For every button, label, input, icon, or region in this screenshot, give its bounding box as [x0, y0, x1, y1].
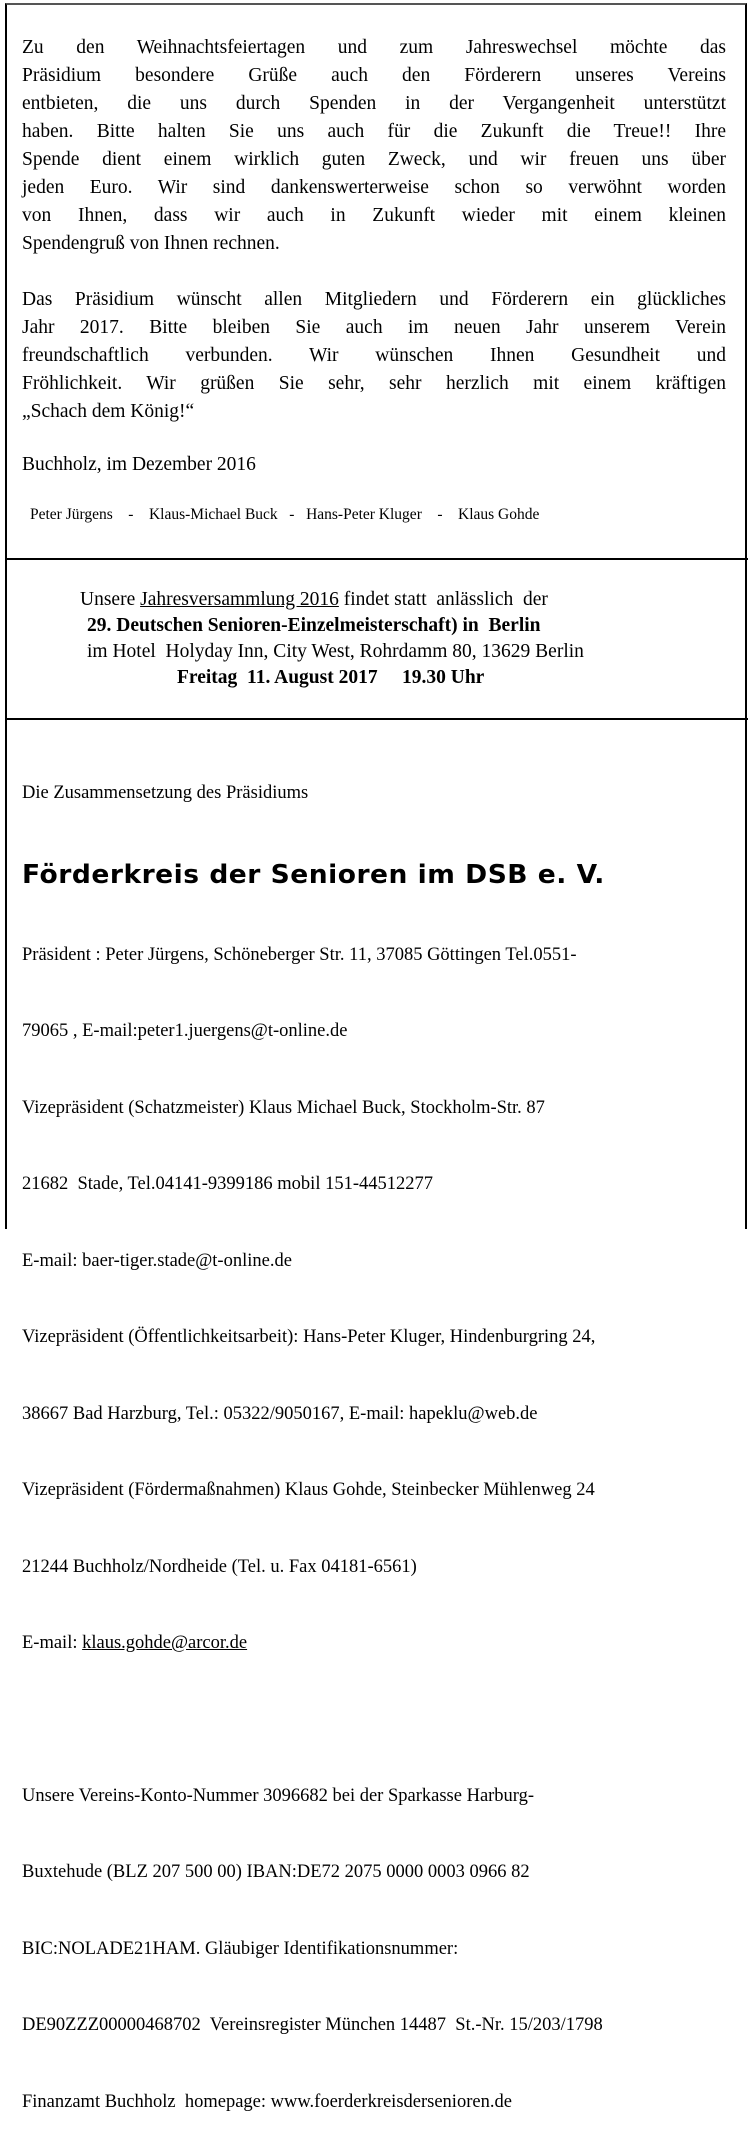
text-line: freundschaftlich verbunden. Wir wünschen Ihnen Gesundheit und — [22, 345, 726, 366]
section-divider — [7, 718, 748, 720]
greeting-paragraph-2 — [22, 286, 726, 426]
section-divider — [7, 558, 748, 560]
bank-line: Unsere Vereins-Konto-Nummer 3096682 bei der Sparkasse Harburg- — [22, 1785, 535, 1806]
board-line: 38667 Bad Harzburg, Tel.: 05322/9050167, E-mail: hapeklu@web.de — [22, 1403, 538, 1424]
board-section — [22, 730, 603, 2141]
meeting-event: 29. Deutschen Senioren-Einzelmeisterschaft) in Berlin — [87, 615, 541, 636]
text-line: Zu den Weihnachtsfeiertagen und zum Jahreswechsel möchte das — [22, 37, 726, 58]
board-intro: Die Zusammensetzung des Präsidiums — [22, 783, 309, 803]
board-line: Vizepräsident (Fördermaßnahmen) Klaus Gohde, Steinbecker Mühlenweg 24 — [22, 1480, 595, 1500]
board-line: Vizepräsident (Schatzmeister) Klaus Michael Buck, Stockholm-Str. 87 — [22, 1097, 545, 1118]
text-line: Präsidium besondere Grüße auch den Förderern unseres Vereins — [22, 65, 726, 86]
spacer — [22, 1708, 603, 1733]
place-date: Buchholz, im Dezember 2016 — [22, 454, 256, 475]
text-line: Jahr 2017. Bitte bleiben Sie auch im neuen Jahr unserem Verein — [22, 317, 726, 338]
board-line: 21682 Stade, Tel.04141-9399186 mobil 151-44512277 — [22, 1174, 433, 1194]
board-line: 21244 Buchholz/Nordheide (Tel. u. Fax 04181-6561) — [22, 1556, 417, 1577]
email-link[interactable]: klaus.gohde@arcor.de — [82, 1633, 248, 1653]
greeting-paragraph-1 — [22, 34, 726, 258]
board-line: Präsident : Peter Jürgens, Schöneberger Str. 11, 37085 Göttingen Tel.0551- — [22, 944, 577, 965]
meeting-highlight: Jahresversammlung 2016 — [140, 589, 339, 610]
meeting-text: Unsere — [80, 589, 141, 610]
board-line: 79065 , E-mail:peter1.juergens@t-online.de — [22, 1021, 348, 1041]
board-line: Vizepräsident (Öffentlichkeitsarbeit): Hans-Peter Kluger, Hindenburgring 24, — [22, 1327, 596, 1347]
meeting-line-1 — [80, 587, 548, 613]
meeting-venue: im Hotel Holyday Inn, City West, Rohrdamm 80, 13629 Berlin — [87, 641, 584, 662]
bank-line: DE90ZZZ00000468702 Vereinsregister München 14487 St.-Nr. 15/203/1798 — [22, 2015, 603, 2035]
text-line: von Ihnen, dass wir auch in Zukunft wieder mit einem kleinen — [22, 205, 726, 226]
board-line: E-mail: baer-tiger.stade@t-online.de — [22, 1250, 292, 1271]
bank-line: Buxtehude (BLZ 207 500 00) IBAN:DE72 2075 0000 0003 0966 82 — [22, 1862, 530, 1882]
text-line: Spende dient einem wirklich guten Zweck, und wir freuen uns über — [22, 149, 726, 170]
email-label: E-mail: — [22, 1633, 83, 1653]
email-line — [22, 1631, 603, 1657]
bank-line: BIC:NOLADE21HAM. Gläubiger Identifikationsnummer: — [22, 1938, 459, 1959]
meeting-datetime: Freitag 11. August 2017 19.30 Uhr — [177, 667, 485, 688]
text-line: „Schach dem König!“ — [22, 401, 195, 422]
org-name: Förderkreis der Senioren im DSB e. V. — [22, 859, 605, 890]
text-line: Spendengruß von Ihnen rechnen. — [22, 233, 280, 254]
text-line: entbieten, die uns durch Spenden in der Vergangenheit unterstützt — [22, 93, 726, 114]
text-line: jeden Euro. Wir sind dankenswerterweise schon so verwöhnt worden — [22, 177, 726, 198]
meeting-text: findet statt anlässlich der — [338, 589, 548, 610]
text-line: Das Präsidium wünscht allen Mitgliedern und Förderern ein glückliches — [22, 289, 726, 310]
signatures: Peter Jürgens - Klaus-Michael Buck - Hans-Peter Kluger - Klaus Gohde — [30, 506, 540, 523]
bank-line: Finanzamt Buchholz homepage: www.foerderkreisdersenioren.de — [22, 2091, 512, 2112]
text-line: Fröhlichkeit. Wir grüßen Sie sehr, sehr herzlich mit einem kräftigen — [22, 373, 726, 394]
text-line: haben. Bitte halten Sie uns auch für die Zukunft die Treue!! Ihre — [22, 121, 726, 142]
